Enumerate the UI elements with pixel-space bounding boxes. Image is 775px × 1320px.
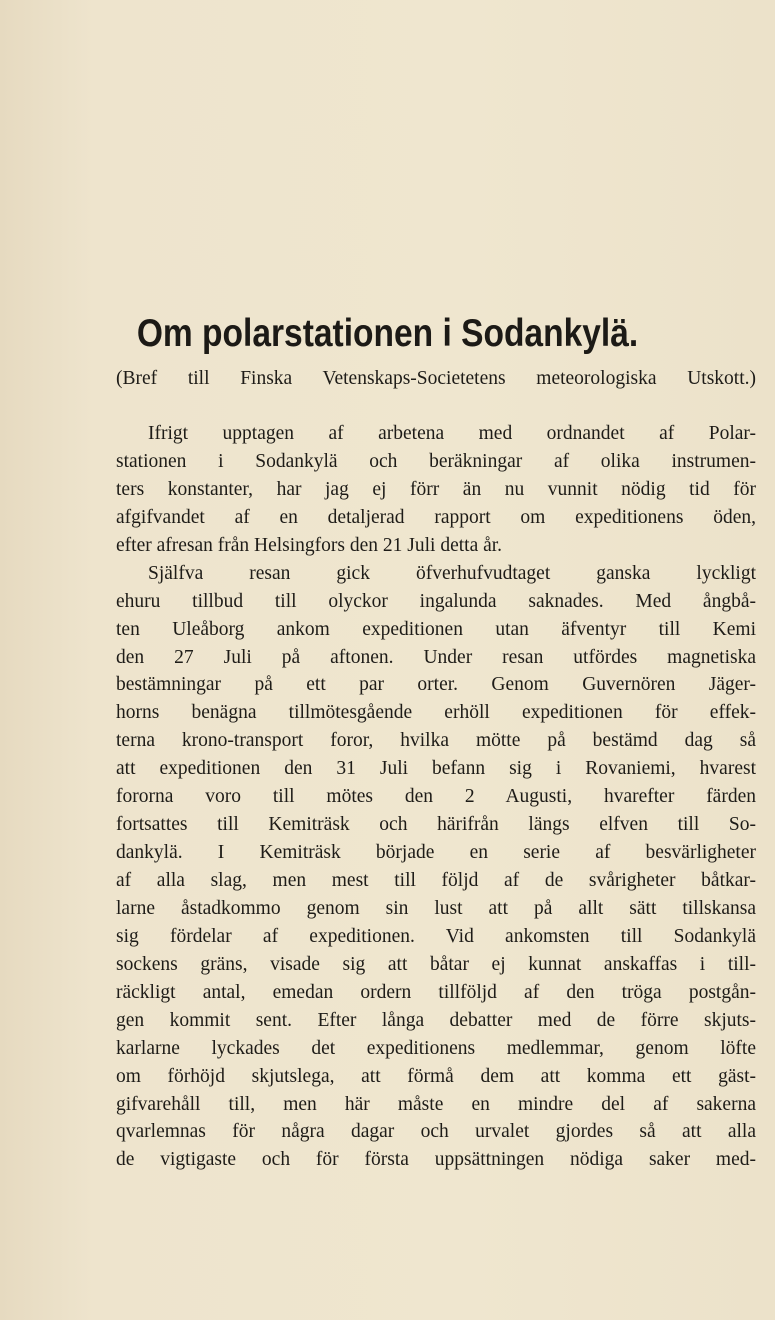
text-line: horns benägna tillmötesgående erhöll expeditionen för effek- <box>116 702 756 724</box>
text-line: gifvarehåll till, men här måste en mindre del af sakerna <box>116 1093 756 1115</box>
text-line: sig fördelar af expeditionen. Vid ankomsten till Sodankylä <box>116 925 756 947</box>
body-text <box>116 420 756 1174</box>
text-line: sockens gräns, visade sig att båtar ej kunnat anskaffas i till- <box>116 953 756 975</box>
text-line: afgifvandet af en detaljerad rapport om expeditionens öden, <box>116 506 756 528</box>
text-line: fororna voro till mötes den 2 Augusti, hvarefter färden <box>116 786 756 808</box>
text-line: den 27 Juli på aftonen. Under resan utfördes magnetiska <box>116 646 756 668</box>
text-line: Ifrigt upptagen af arbetena med ordnandet af Polar- <box>148 423 756 444</box>
text-line: qvarlemnas för några dagar och urvalet gjordes så att alla <box>116 1121 756 1143</box>
text-line: terna krono-transport foror, hvilka mötte på bestämd dag så <box>116 730 756 752</box>
text-line: karlarne lyckades det expeditionens medlemmar, genom löfte <box>116 1037 756 1059</box>
text-line: larne åstadkommo genom sin lust att på allt sätt tillskansa <box>116 897 756 919</box>
text-line: ten Uleåborg ankom expeditionen utan äfventyr till Kemi <box>116 618 756 640</box>
text-line: att expeditionen den 31 Juli befann sig i Rovaniemi, hvarest <box>116 758 756 780</box>
text-line: efter afresan från Helsingfors den 21 Juli detta år. <box>116 534 503 556</box>
text-line: bestämningar på ett par orter. Genom Guvernören Jäger- <box>116 674 756 696</box>
text-line: dankylä. I Kemiträsk började en serie af besvärligheter <box>116 842 756 864</box>
text-line: Själfva resan gick öfverhufvudtaget ganska lyckligt <box>148 562 756 584</box>
page-title: Om polarstationen i Sodankylä. <box>136 312 639 355</box>
text-line: ehuru tillbud till olyckor ingalunda saknades. Med ångbå- <box>116 590 756 612</box>
subtitle: (Bref till Finska Vetenskaps-Societetens meteorologiska Utskott.) <box>116 368 756 389</box>
text-line: gen kommit sent. Efter långa debatter med de förre skjuts- <box>116 1009 756 1031</box>
text-line: ters konstanter, har jag ej förr än nu vunnit nödig tid för <box>116 478 756 500</box>
text-line: räckligt antal, emedan ordern tillföljd af den tröga postgån- <box>116 981 756 1003</box>
text-line: fortsattes till Kemiträsk och härifrån längs elfven till So- <box>116 814 756 836</box>
text-line: om förhöjd skjutslega, att förmå dem att komma ett gäst- <box>116 1065 756 1087</box>
text-line: de vigtigaste och för första uppsättningen nödiga saker med- <box>116 1149 756 1171</box>
text-line: af alla slag, men mest till följd af de svårigheter båtkar- <box>116 870 756 891</box>
text-line: stationen i Sodankylä och beräkningar af olika instrumen- <box>116 450 756 472</box>
